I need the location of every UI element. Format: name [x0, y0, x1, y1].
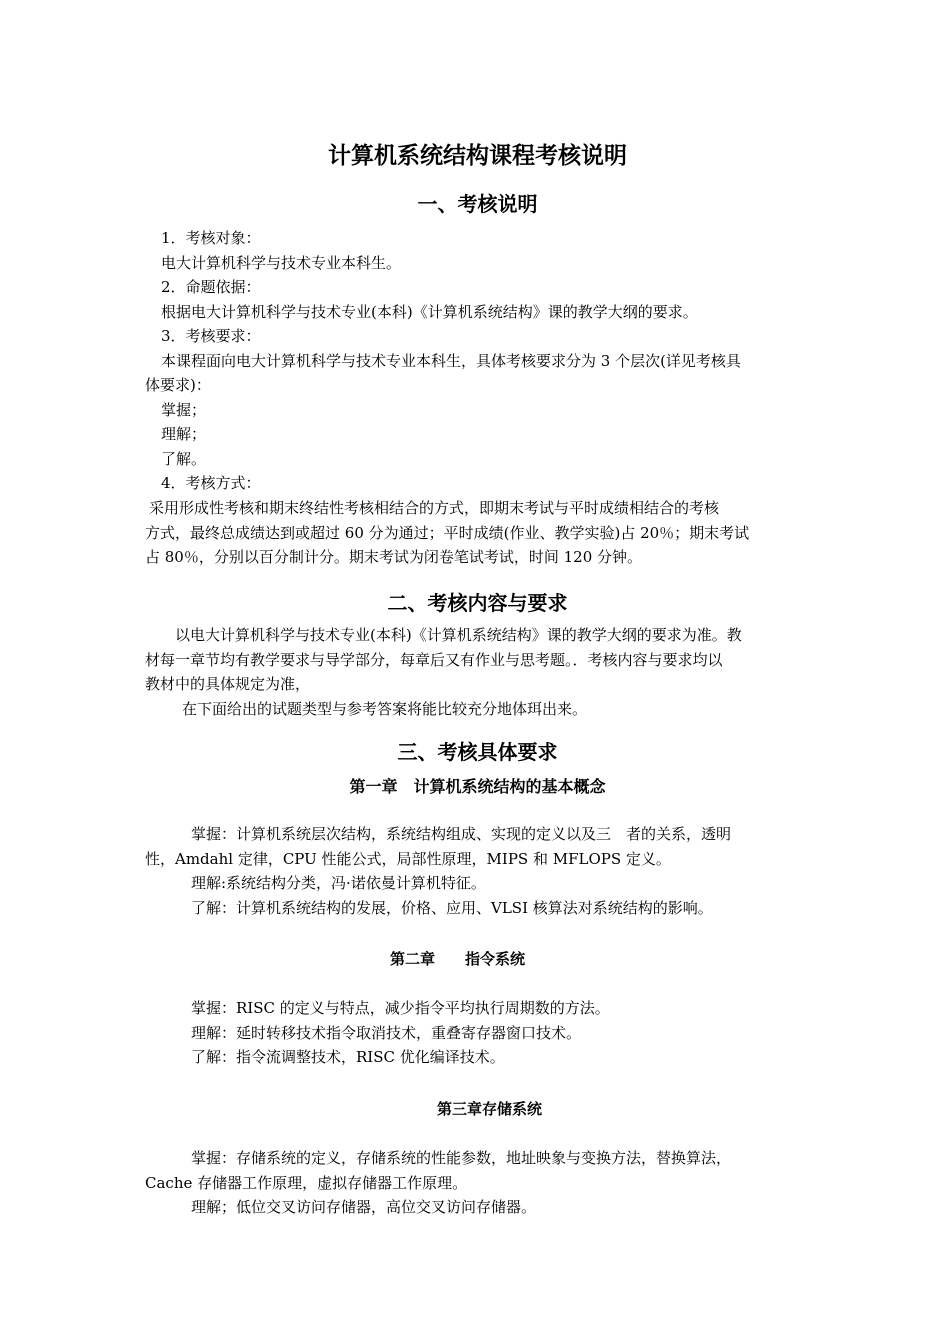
text-line: 在下面给出的试题类型与参考答案将能比较充分地体珥出来。: [182, 700, 588, 718]
text-line: 2．命题依据：: [161, 278, 261, 296]
chapter-heading-3: 第三章存储系统: [436, 1100, 542, 1118]
text-line: 3．考核要求：: [161, 327, 261, 345]
text-line: 理解；: [161, 425, 207, 443]
text-line: 占 80％，分别以百分制计分。期末考试为闭卷笔试考试，时间 120 分钟。: [145, 548, 643, 566]
section-heading-1: 一、考核说明: [417, 192, 538, 216]
text-line: 体要求)：: [145, 376, 211, 394]
text-line: 理解；低位交叉访问存储器，高位交叉访问存储器。: [191, 1198, 537, 1216]
section-heading-2: 二、考核内容与要求: [387, 591, 568, 615]
text-line: 采用形成性考核和期末终结性考核相结合的方式，即期末考试与平时成绩相结合的考核: [149, 499, 720, 517]
text-line: 理解:系统结构分类，冯·诺依曼计算机特征。: [191, 874, 486, 892]
text-line: 以电大计算机科学与技术专业(本科)《计算机系统结构》课的教学大纲的要求为准。教: [175, 626, 742, 644]
chapter-heading-1: 第一章 计算机系统结构的基本概念: [349, 777, 606, 796]
text-line: 1．考核对象：: [161, 229, 261, 247]
text-line: 掌握：RISC 的定义与特点，减少指令平均执行周期数的方法。: [191, 999, 610, 1017]
text-line: 了解。: [161, 450, 207, 468]
document-title: 计算机系统结构课程考核说明: [328, 142, 627, 169]
text-line: 方式，最终总成绩达到或超过 60 分为通过；平时成绩(作业、教学实验)占 20％；期末考试: [145, 524, 750, 542]
text-line: 4．考核方式：: [161, 474, 261, 492]
text-line: Cache 存储器工作原理，虚拟存储器工作原理。: [145, 1174, 468, 1192]
text-line: 电大计算机科学与技术专业本科生。: [161, 254, 402, 272]
text-line: 教材中的具体规定为准，: [145, 675, 311, 693]
text-line: 掌握：计算机系统层次结构，系统结构组成、实现的定义以及三 者的关系，透明: [191, 825, 732, 843]
text-line: 了解：计算机系统结构的发展，价格、应用、VLSI 核算法对系统结构的影响。: [191, 899, 713, 917]
text-line: 根据电大计算机科学与技术专业(本科)《计算机系统结构》课的教学大纲的要求。: [161, 303, 698, 321]
text-line: 材每一章节均有教学要求与导学部分，每章后又有作业与思考题。．考核内容与要求均以: [145, 651, 723, 669]
chapter-heading-2: 第二章 指令系统: [389, 950, 525, 968]
section-heading-3: 三、考核具体要求: [397, 740, 558, 764]
text-line: 理解：延时转移技术指令取消技术，重叠寄存器窗口技术。: [191, 1024, 582, 1042]
text-line: 掌握：存储系统的定义，存储系统的性能参数，地址映象与变换方法，替换算法，: [191, 1149, 732, 1167]
text-line: 掌握；: [161, 401, 207, 419]
text-line: 了解：指令流调整技术，RISC 优化编译技术。: [191, 1048, 505, 1066]
text-line: 本课程面向电大计算机科学与技术专业本科生，具体考核要求分为 3 个层次(详见考核具: [161, 352, 741, 370]
text-line: 性，Amdahl 定律，CPU 性能公式，局部性原理，MIPS 和 MFLOPS 定义。: [145, 850, 671, 868]
